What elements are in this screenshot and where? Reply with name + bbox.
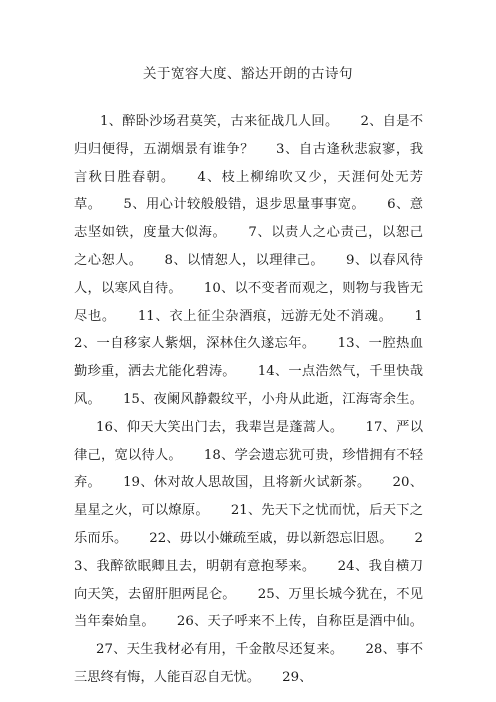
poem-item: 26、天子呼来不上传，自称臣是酒中仙。 xyxy=(176,614,423,630)
poem-item: 25、万里长城今犹在，不见当年秦始皇。 xyxy=(74,586,423,630)
poem-item: 23、我醉欲眠卿且去，明朝有意抱琴来。 xyxy=(74,530,424,574)
poem-item: 14、一点浩然气，千里快哉风。 xyxy=(74,364,423,407)
poem-item: 10、以不变者而观之，则物与我皆无尽也。 xyxy=(74,280,424,324)
poem-item: 9、以春风待人，以寒风自待。 xyxy=(74,252,423,296)
poem-item: 6、意志坚如铁，度量大似海。 xyxy=(74,197,423,241)
poem-item: 20、星星之火，可以燎原。 xyxy=(74,475,424,519)
poem-item: 16、仰天大笑出门去，我辈岂是蓬蒿人。 xyxy=(96,419,344,435)
poem-item: 17、严以律己，宽以待人。 xyxy=(74,419,424,463)
poem-item: 1、醉卧沙场君莫笑，古来征战几人回。 xyxy=(100,114,339,129)
poem-item: 13、一腔热血勤珍重，洒去尤能化碧涛。 xyxy=(74,336,424,380)
poem-item: 2、自是不归归便得，五湖烟景有谁争？ xyxy=(74,114,423,157)
document-body xyxy=(74,108,423,692)
poem-item: 28、事不三思终有悔，人能百忍自无忧。 xyxy=(74,642,424,685)
poem-item: 21、先天下之忧而忧，后天下之乐而乐。 xyxy=(74,503,424,546)
poem-item: 27、天生我材必有用，千金散尽还复来。 xyxy=(96,642,344,658)
poem-item: 24、我自横刀向天笑，去留肝胆两昆仑。 xyxy=(74,558,424,602)
poem-item: 4、枝上柳绵吹又少，天涯何处无芳草。 xyxy=(74,169,423,213)
poem-item: 19、休对故人思故国，且将新火试新茶。 xyxy=(123,475,371,491)
poem-item: 7、以责人之心责己，以恕己之心恕人。 xyxy=(74,225,423,268)
poem-item: 18、学会遗忘犹可贵，珍惜拥有不轻弃。 xyxy=(74,447,424,491)
poem-item: 8、以情恕人，以理律己。 xyxy=(164,252,325,268)
poem-item: 15、夜阑风静縠纹平，小舟从此逝，江海寄余生。 xyxy=(122,391,424,407)
poem-item: 3、自古逢秋悲寂寥，我言秋日胜春朝。 xyxy=(74,141,423,185)
poem-item: 5、用心计较般般错，退步思量事事宽。 xyxy=(123,197,366,213)
document-title: 关于宽容大度、豁达开朗的古诗句 xyxy=(143,66,353,82)
poem-item: 11、衣上征尘杂酒痕，远游无处不消魂。 xyxy=(137,308,393,324)
poem-item: 12、一自移家人紫烟，深林住久遂忘年。 xyxy=(74,308,423,352)
poem-item: 29、 xyxy=(282,669,313,685)
poem-item: 22、毋以小嫌疏至戚，毋以新怨忘旧恩。 xyxy=(149,530,393,546)
